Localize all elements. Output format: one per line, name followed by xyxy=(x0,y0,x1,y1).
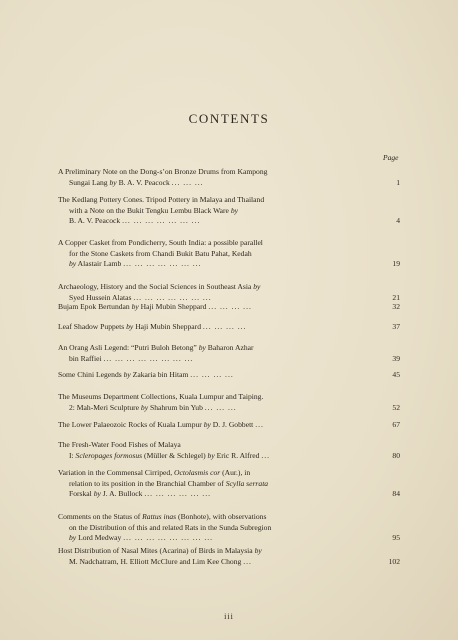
toc-entry xyxy=(58,420,374,431)
page-number: 95 xyxy=(392,533,400,543)
entry-text: A Preliminary Note on the Dong-s’on Bronze Drums from Kampong xyxy=(58,167,268,176)
page-number: 4 xyxy=(396,216,400,226)
page-number: 21 xyxy=(392,292,400,302)
entry-author: Eric R. Alfred xyxy=(214,450,260,460)
leader-dots: ... ... ... xyxy=(204,402,237,412)
toc-entry xyxy=(58,167,374,188)
entry-by: by xyxy=(253,282,261,291)
leader-dots: ... ... ... ... ... ... ... xyxy=(122,216,201,226)
entry-text: on the Distribution of this and related Rats in the Sunda Subregion xyxy=(69,522,272,532)
entry-text: Archaeology, History and the Social Sciences in Southeast Asia xyxy=(58,282,254,291)
toc-entry xyxy=(58,343,374,364)
entry-line xyxy=(58,557,374,568)
entry-text: The Lower Palaeozoic Rocks of Kuala Lumpur xyxy=(58,420,204,429)
entry-line xyxy=(58,370,374,381)
leader-dots: ... xyxy=(243,556,252,566)
toc-entry xyxy=(58,512,374,544)
page-number: 19 xyxy=(392,259,400,269)
entry-line xyxy=(58,167,374,178)
entry-author: B. A. V. Peacock xyxy=(116,177,170,187)
page-number: 67 xyxy=(392,420,400,429)
leader-dots: ... xyxy=(261,450,271,460)
entry-text: B. A. V. Peacock xyxy=(69,216,121,226)
page-number: 32 xyxy=(392,302,400,311)
leader-dots: ... ... ... ... xyxy=(208,302,252,311)
entry-line xyxy=(58,489,374,500)
entry-text: Comments on the Status of xyxy=(58,512,143,521)
page-number: 102 xyxy=(388,556,400,566)
page-number: 45 xyxy=(392,370,400,379)
entry-text: with a Note on the Bukit Tengku Lembu Black Ware xyxy=(69,205,231,215)
entry-by: by xyxy=(254,546,262,555)
entry-author: Zakaria bin Hitam xyxy=(130,370,189,379)
entry-author: Baharon Azhar xyxy=(205,343,254,352)
entry-by: by xyxy=(69,259,77,269)
entry-text: The Fresh-Water Food Fishes of Malaya xyxy=(58,440,181,449)
entry-line xyxy=(58,479,374,490)
entry-line xyxy=(58,216,374,227)
entry-text: Syed Hussein Alatas xyxy=(69,292,132,302)
entry-italic-text: Rattus inas xyxy=(142,512,177,521)
entry-author: Haji Mubin Sheppard xyxy=(138,302,207,311)
leader-dots: ... ... ... xyxy=(171,177,204,187)
entry-line xyxy=(58,533,374,544)
entry-line xyxy=(58,512,374,523)
entry-line xyxy=(58,195,374,206)
toc-entry xyxy=(58,392,374,413)
entry-line xyxy=(58,259,374,270)
toc-entry xyxy=(58,195,374,227)
leader-dots: ... ... ... ... xyxy=(202,322,247,331)
entry-author: Haji Mubin Sheppard xyxy=(133,322,201,331)
entry-text: for the Stone Caskets from Chandi Bukit Batu Pahat, Kedah xyxy=(69,248,252,258)
entry-line xyxy=(58,546,374,557)
entry-text: Leaf Shadow Puppets xyxy=(58,322,127,331)
page-folio: iii xyxy=(224,612,234,621)
entry-by: by xyxy=(126,322,134,331)
page-number: 84 xyxy=(392,489,400,499)
leader-dots: ... ... ... ... ... ... ... xyxy=(123,259,202,269)
entry-line xyxy=(58,178,374,189)
page-number: 1 xyxy=(396,177,400,187)
entry-text: I: xyxy=(69,450,76,460)
toc-entry xyxy=(58,370,374,381)
entry-text: 2: Mah-Meri Sculpture xyxy=(69,402,141,412)
entry-line xyxy=(58,440,374,451)
leader-dots: ... ... ... ... ... ... ... ... xyxy=(123,533,214,543)
page-title: CONTENTS xyxy=(188,111,270,126)
entry-author: Lord Medway xyxy=(76,533,122,543)
page-number: 52 xyxy=(392,402,400,412)
entry-text: Variation in the Commensal Cirriped, xyxy=(58,468,174,477)
entry-text: Some Chini Legends xyxy=(58,370,124,379)
entry-text: A Copper Casket from Pondicherry, South India: a possible parallel xyxy=(58,238,263,247)
entry-text: Sungai Lang xyxy=(69,177,110,187)
entry-line xyxy=(58,354,374,365)
page-number: 37 xyxy=(392,322,400,331)
entry-text: The Kedlang Pottery Cones. Tripod Pottery in Malaya and Thailand xyxy=(58,195,265,204)
entry-text: (Aur.), in xyxy=(220,468,251,477)
entry-author: Shahrum bin Yub xyxy=(148,402,203,412)
entry-text: bin Raffiei xyxy=(69,353,102,363)
entry-line xyxy=(58,206,374,217)
entry-line xyxy=(58,420,374,431)
entry-by: by xyxy=(230,205,238,215)
entry-line xyxy=(58,468,374,479)
toc-entry xyxy=(58,238,374,270)
entry-by: by xyxy=(140,402,149,412)
page-number: 39 xyxy=(392,353,400,363)
entry-line xyxy=(58,322,374,333)
entry-text: The Museums Department Collections, Kuala Lumpur and Taiping. xyxy=(58,392,264,401)
entry-by: by xyxy=(198,343,206,352)
leader-dots: ... ... ... ... ... ... ... ... xyxy=(103,353,194,363)
toc-entry xyxy=(58,546,374,567)
page-number: 80 xyxy=(392,450,400,460)
entry-author: J. A. Bullock xyxy=(100,489,143,499)
toc-entry xyxy=(58,302,374,313)
entry-by: by xyxy=(131,302,139,311)
toc-entry xyxy=(58,440,374,461)
entry-by: by xyxy=(69,533,77,543)
leader-dots: ... ... ... ... ... ... ... xyxy=(133,292,212,302)
entry-italic-text: Octolasmis cor xyxy=(174,468,221,477)
entry-text: (Müller & Schlegel) xyxy=(142,450,208,460)
entry-text: relation to its position in the Branchial Chamber of xyxy=(69,478,226,488)
entry-by: by xyxy=(93,489,101,499)
entry-line xyxy=(58,523,374,534)
entry-text: Bujam Epok Bertundan xyxy=(58,302,132,311)
entry-italic-text: Scylla serrata xyxy=(225,478,269,488)
entry-author: Alastair Lamb xyxy=(76,259,122,269)
entry-line xyxy=(58,249,374,260)
entry-by: by xyxy=(123,370,131,379)
entry-by: by xyxy=(203,420,211,429)
toc-entry xyxy=(58,468,374,500)
entry-text: M. Nadchatram, H. Elliott McClure and Lim Kee Chong xyxy=(69,556,242,566)
entry-author: D. J. Gobbett xyxy=(210,420,254,429)
leader-dots: ... ... ... ... xyxy=(190,370,234,379)
entry-line xyxy=(58,403,374,414)
leader-dots: ... xyxy=(255,420,264,429)
entry-line xyxy=(58,451,374,462)
entry-line xyxy=(58,392,374,403)
entry-line xyxy=(58,302,374,313)
entry-line xyxy=(58,238,374,249)
entry-by: by xyxy=(207,450,215,460)
toc-entry xyxy=(58,282,374,303)
entry-by: by xyxy=(109,177,117,187)
entry-text: (Bonhote), with observations xyxy=(176,512,267,521)
entry-text: Host Distribution of Nasal Mites (Acarina) of Birds in Malaysia xyxy=(58,546,255,555)
leader-dots: ... ... ... ... ... ... xyxy=(144,489,211,499)
entry-text: Forskal xyxy=(69,489,94,499)
toc-entry xyxy=(58,322,374,333)
entry-italic-text: Scleropages formosus xyxy=(75,450,143,460)
entry-text: An Orang Asli Legend: “Putri Buloh Betong” xyxy=(58,343,199,352)
entry-line xyxy=(58,343,374,354)
page-column-label: Page xyxy=(383,153,399,162)
entry-line xyxy=(58,282,374,293)
